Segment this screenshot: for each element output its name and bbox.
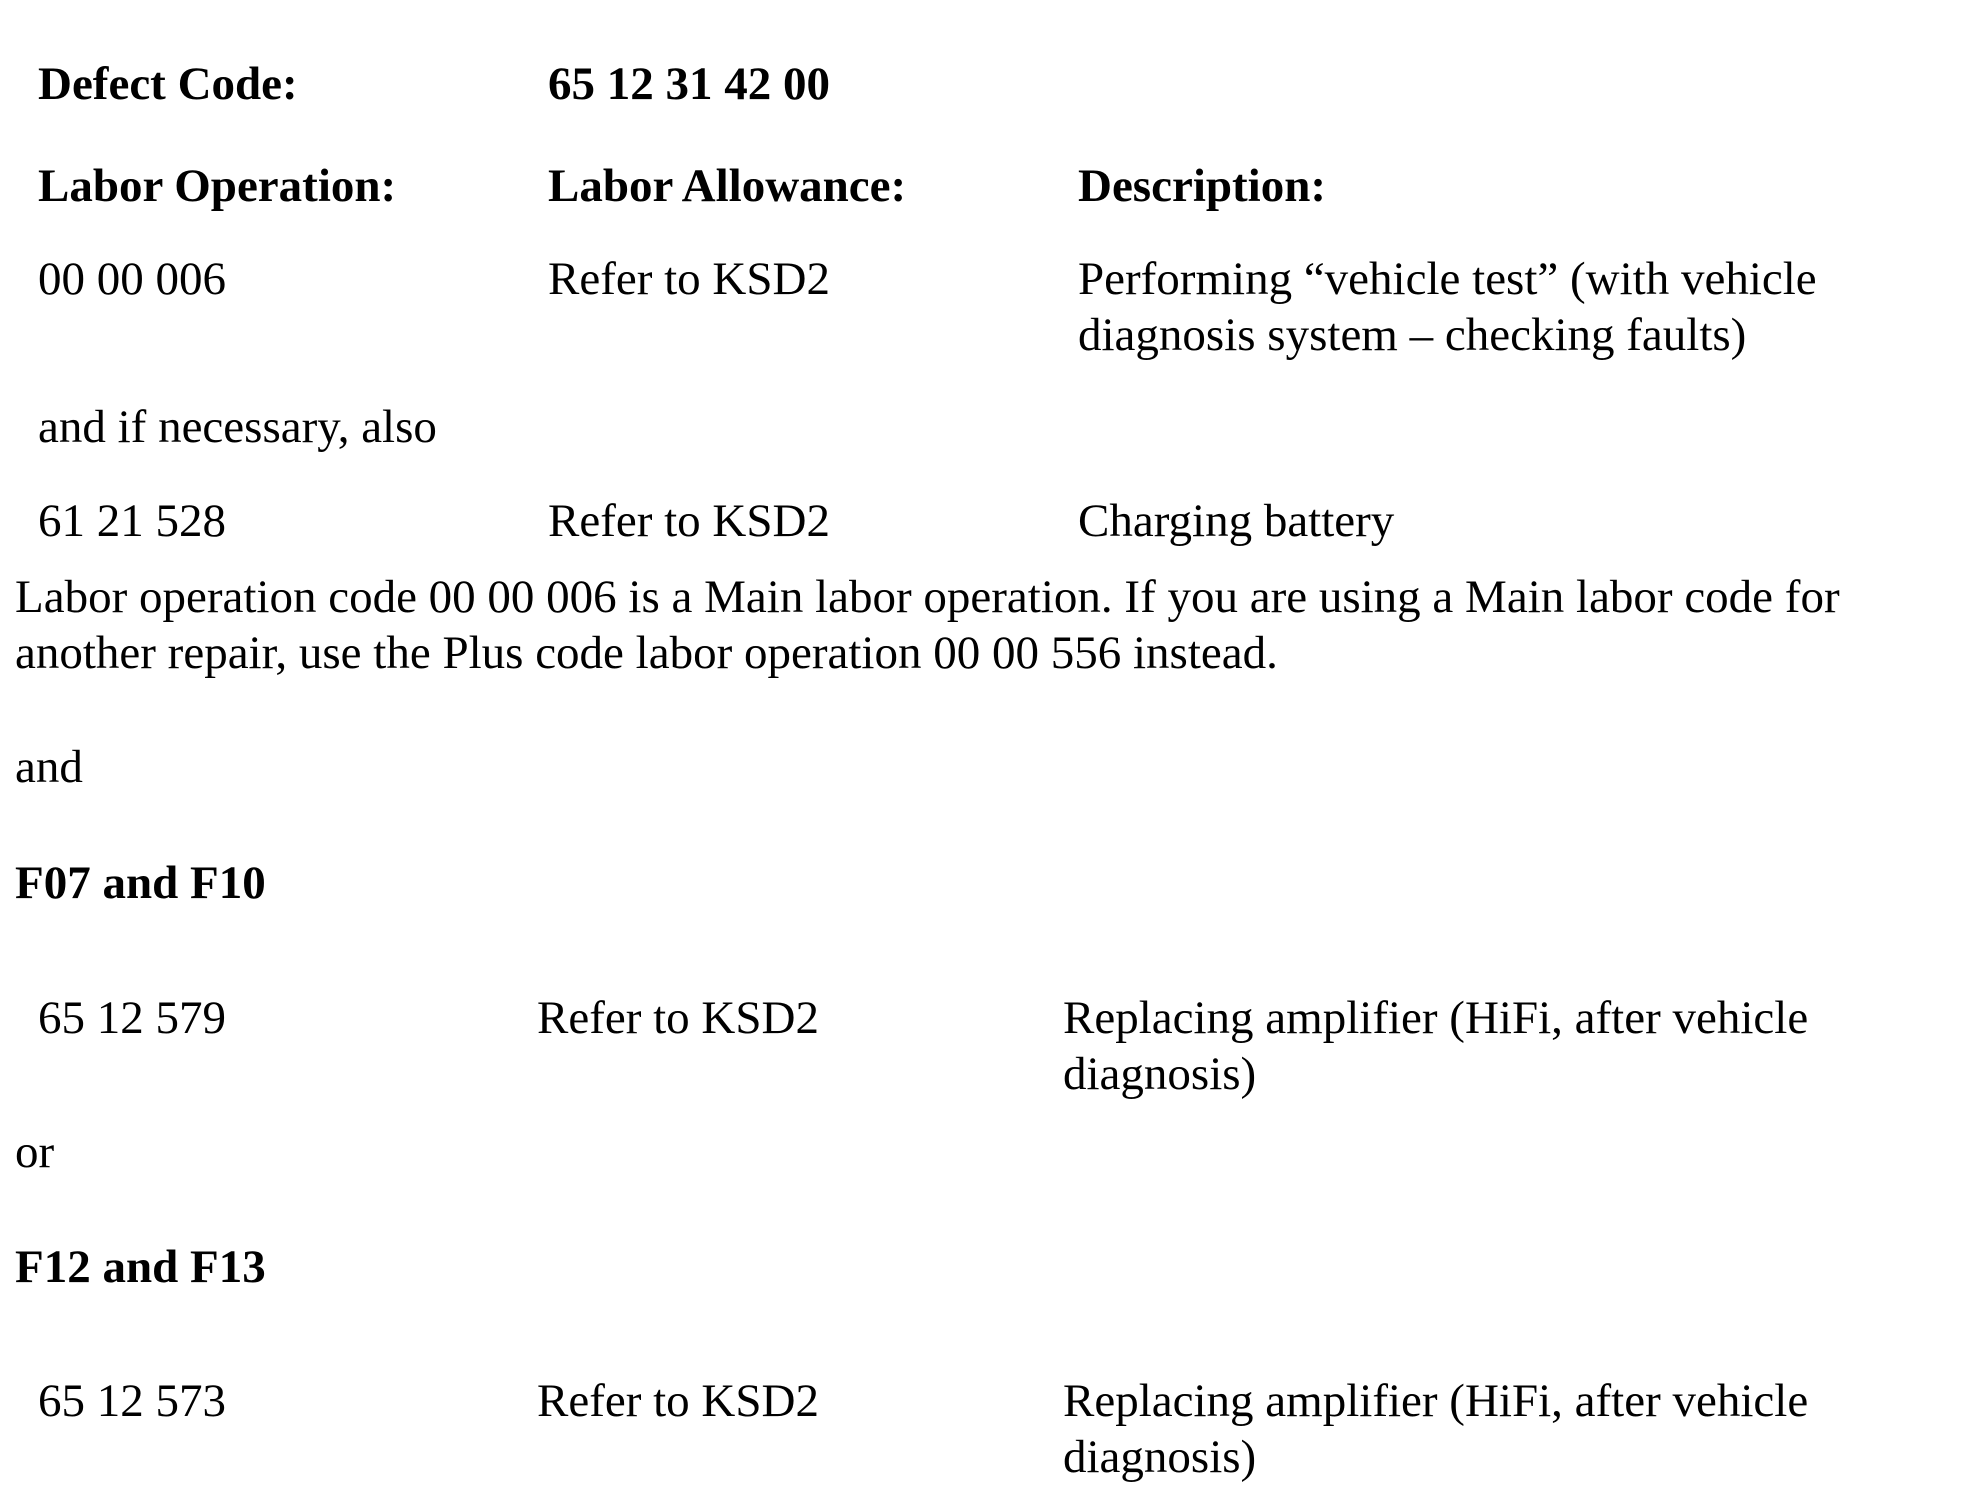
row-1-operation: 00 00 006 [38,253,226,305]
f07-description-line-2: diagnosis) [1063,1048,1257,1100]
defect-code-label: Defect Code: [38,58,298,110]
header-labor-allowance: Labor Allowance: [548,160,907,212]
f12-allowance: Refer to KSD2 [537,1375,819,1427]
note-line-2: another repair, use the Plus code labor operation 00 00 556 instead. [15,627,1278,679]
row-1-description-line-1: Performing “vehicle test” (with vehicle [1078,253,1817,305]
row-2-operation: 61 21 528 [38,495,226,547]
or-text: or [15,1126,55,1178]
if-necessary-text: and if necessary, also [38,401,437,453]
f12-operation: 65 12 573 [38,1375,226,1427]
row-2-allowance: Refer to KSD2 [548,495,830,547]
f07-operation: 65 12 579 [38,992,226,1044]
heading-f12-f13: F12 and F13 [15,1241,266,1293]
note-line-1: Labor operation code 00 00 006 is a Main labor operation. If you are using a Main labor code for [15,571,1840,623]
f07-allowance: Refer to KSD2 [537,992,819,1044]
heading-f07-f10: F07 and F10 [15,857,266,909]
f12-description-line-2: diagnosis) [1063,1431,1257,1483]
row-2-description: Charging battery [1078,495,1395,547]
row-1-allowance: Refer to KSD2 [548,253,830,305]
header-description: Description: [1078,160,1327,212]
row-1-description-line-2: diagnosis system – checking faults) [1078,309,1747,361]
f12-description-line-1: Replacing amplifier (HiFi, after vehicle [1063,1375,1809,1427]
and-text: and [15,741,83,793]
header-labor-operation: Labor Operation: [38,160,397,212]
f07-description-line-1: Replacing amplifier (HiFi, after vehicle [1063,992,1809,1044]
defect-code-value: 65 12 31 42 00 [548,58,830,110]
